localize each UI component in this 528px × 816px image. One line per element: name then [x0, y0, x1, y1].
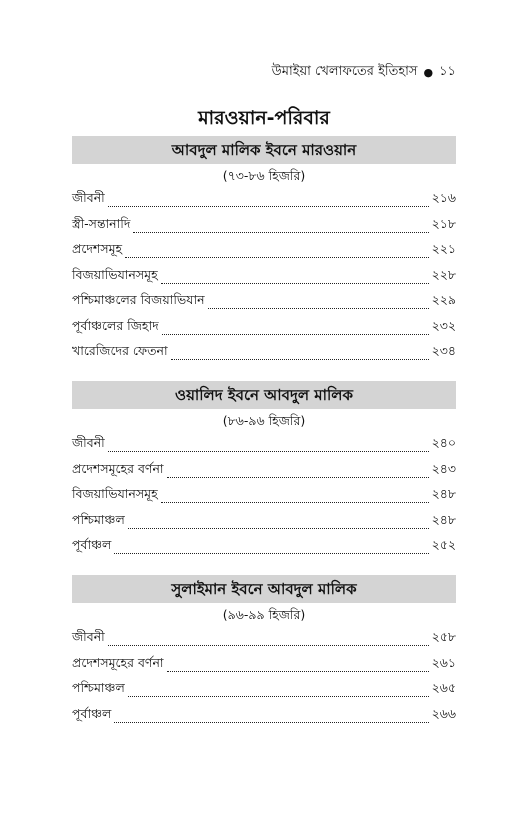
toc-entry[interactable] — [72, 655, 456, 681]
toc-entry-page: ২৬১ — [431, 654, 456, 670]
toc-entry-label: জীবনী — [72, 435, 105, 450]
toc-entry-label: পশ্চিমাঞ্চল — [72, 511, 125, 527]
toc-section-abdul-malik — [72, 136, 456, 369]
toc-entry-label: প্রদেশসমূহ — [72, 241, 123, 256]
toc-entry-label: পূর্বাঞ্চল — [72, 537, 112, 552]
dot-leader — [167, 671, 429, 672]
toc-entry-label: পশ্চিমাঞ্চলের বিজয়াভিযান — [72, 292, 205, 307]
toc-entry-label: পশ্চিমাঞ্চল — [72, 680, 125, 695]
page-number: ১১ — [439, 64, 456, 79]
section-heading: ওয়ালিদ ইবনে আবদুল মালিক — [72, 381, 456, 409]
toc-entry-label: জীবনী — [72, 629, 105, 644]
section-heading: সুলাইমান ইবনে আবদুল মালিক — [72, 575, 456, 603]
running-header — [272, 62, 456, 83]
section-heading: আবদুল মালিক ইবনে মারওয়ান — [72, 136, 456, 164]
toc-entry-page: ২৪৮ — [431, 486, 456, 501]
toc-entry-label: স্ত্রী-সন্তানাদি — [72, 215, 131, 231]
toc-entry-page: ২৬৬ — [431, 705, 456, 721]
toc-entry[interactable] — [72, 512, 456, 538]
dot-leader — [161, 502, 429, 503]
toc-entry-label: প্রদেশসমূহের বর্ণনা — [72, 654, 164, 670]
toc-entry-page: ২৩৪ — [431, 343, 456, 358]
toc-entry-page: ২১৬ — [431, 190, 456, 205]
toc-entry-page: ২২৯ — [431, 292, 456, 307]
section-period: (৭৩-৮৬ হিজরি) — [222, 168, 306, 183]
dot-leader — [108, 645, 429, 646]
toc-entry[interactable] — [72, 343, 456, 369]
toc-entry[interactable] — [72, 318, 456, 344]
book-title: উমাইয়া খেলাফতের ইতিহাস — [271, 64, 418, 79]
dot-leader — [114, 722, 428, 723]
toc-entry[interactable] — [72, 537, 456, 563]
dot-leader — [108, 451, 429, 452]
toc-entry[interactable] — [72, 292, 456, 318]
toc-entry-label: পূর্বাঞ্চল — [72, 705, 112, 721]
dot-leader — [128, 528, 429, 529]
dot-leader — [162, 334, 429, 335]
toc-entry-page: ২৪০ — [431, 435, 456, 450]
toc-entry-page: ২২৮ — [431, 266, 456, 282]
toc-entry-label: প্রদেশসমূহের বর্ণনা — [72, 460, 164, 476]
toc-section-walid — [72, 381, 456, 563]
dot-leader — [108, 206, 429, 207]
toc-entry-page: ২৩২ — [431, 317, 456, 333]
dot-leader — [161, 283, 429, 284]
toc-entry-page: ২২১ — [431, 241, 456, 256]
toc-entry[interactable] — [72, 486, 456, 512]
section-period: (৯৬-৯৯ হিজরি) — [222, 607, 306, 622]
toc-entry[interactable] — [72, 190, 456, 216]
dot-leader — [114, 553, 428, 554]
toc-section-sulaiman — [72, 575, 456, 731]
toc-entry[interactable] — [72, 267, 456, 293]
dot-leader — [167, 477, 429, 478]
toc-entry-page: ২৬৫ — [431, 680, 456, 695]
toc-entry-page: ২৫২ — [431, 537, 456, 552]
dot-leader — [133, 232, 428, 233]
toc-entry-page: ২৪৩ — [431, 460, 456, 476]
toc-entry-page: ২৫৮ — [431, 629, 456, 644]
toc-entry-page: ২৪৮ — [431, 511, 456, 527]
toc-entry-label: পূর্বাঞ্চলের জিহাদ — [72, 317, 159, 333]
toc-entry[interactable] — [72, 680, 456, 706]
toc-entry[interactable] — [72, 435, 456, 461]
toc-entry[interactable] — [72, 706, 456, 732]
toc-entry[interactable] — [72, 241, 456, 267]
dot-leader — [128, 696, 429, 697]
toc-entry[interactable] — [72, 629, 456, 655]
toc-entry-label: খারেজিদের ফেতনা — [72, 343, 168, 358]
bullet-separator: ● — [423, 66, 434, 79]
toc-entry-label: জীবনী — [72, 190, 105, 205]
toc-entry-label: বিজয়াভিযানসমূহ — [72, 266, 158, 282]
toc-entry-label: বিজয়াভিযানসমূহ — [72, 486, 158, 501]
toc-entry[interactable] — [72, 216, 456, 242]
part-title: মারওয়ান-পরিবার — [198, 107, 330, 129]
dot-leader — [125, 257, 429, 258]
toc-entry-page: ২১৮ — [431, 215, 456, 231]
dot-leader — [171, 359, 429, 360]
toc-entry[interactable] — [72, 461, 456, 487]
dot-leader — [208, 308, 429, 309]
section-period: (৮৬-৯৬ হিজরি) — [222, 413, 306, 428]
